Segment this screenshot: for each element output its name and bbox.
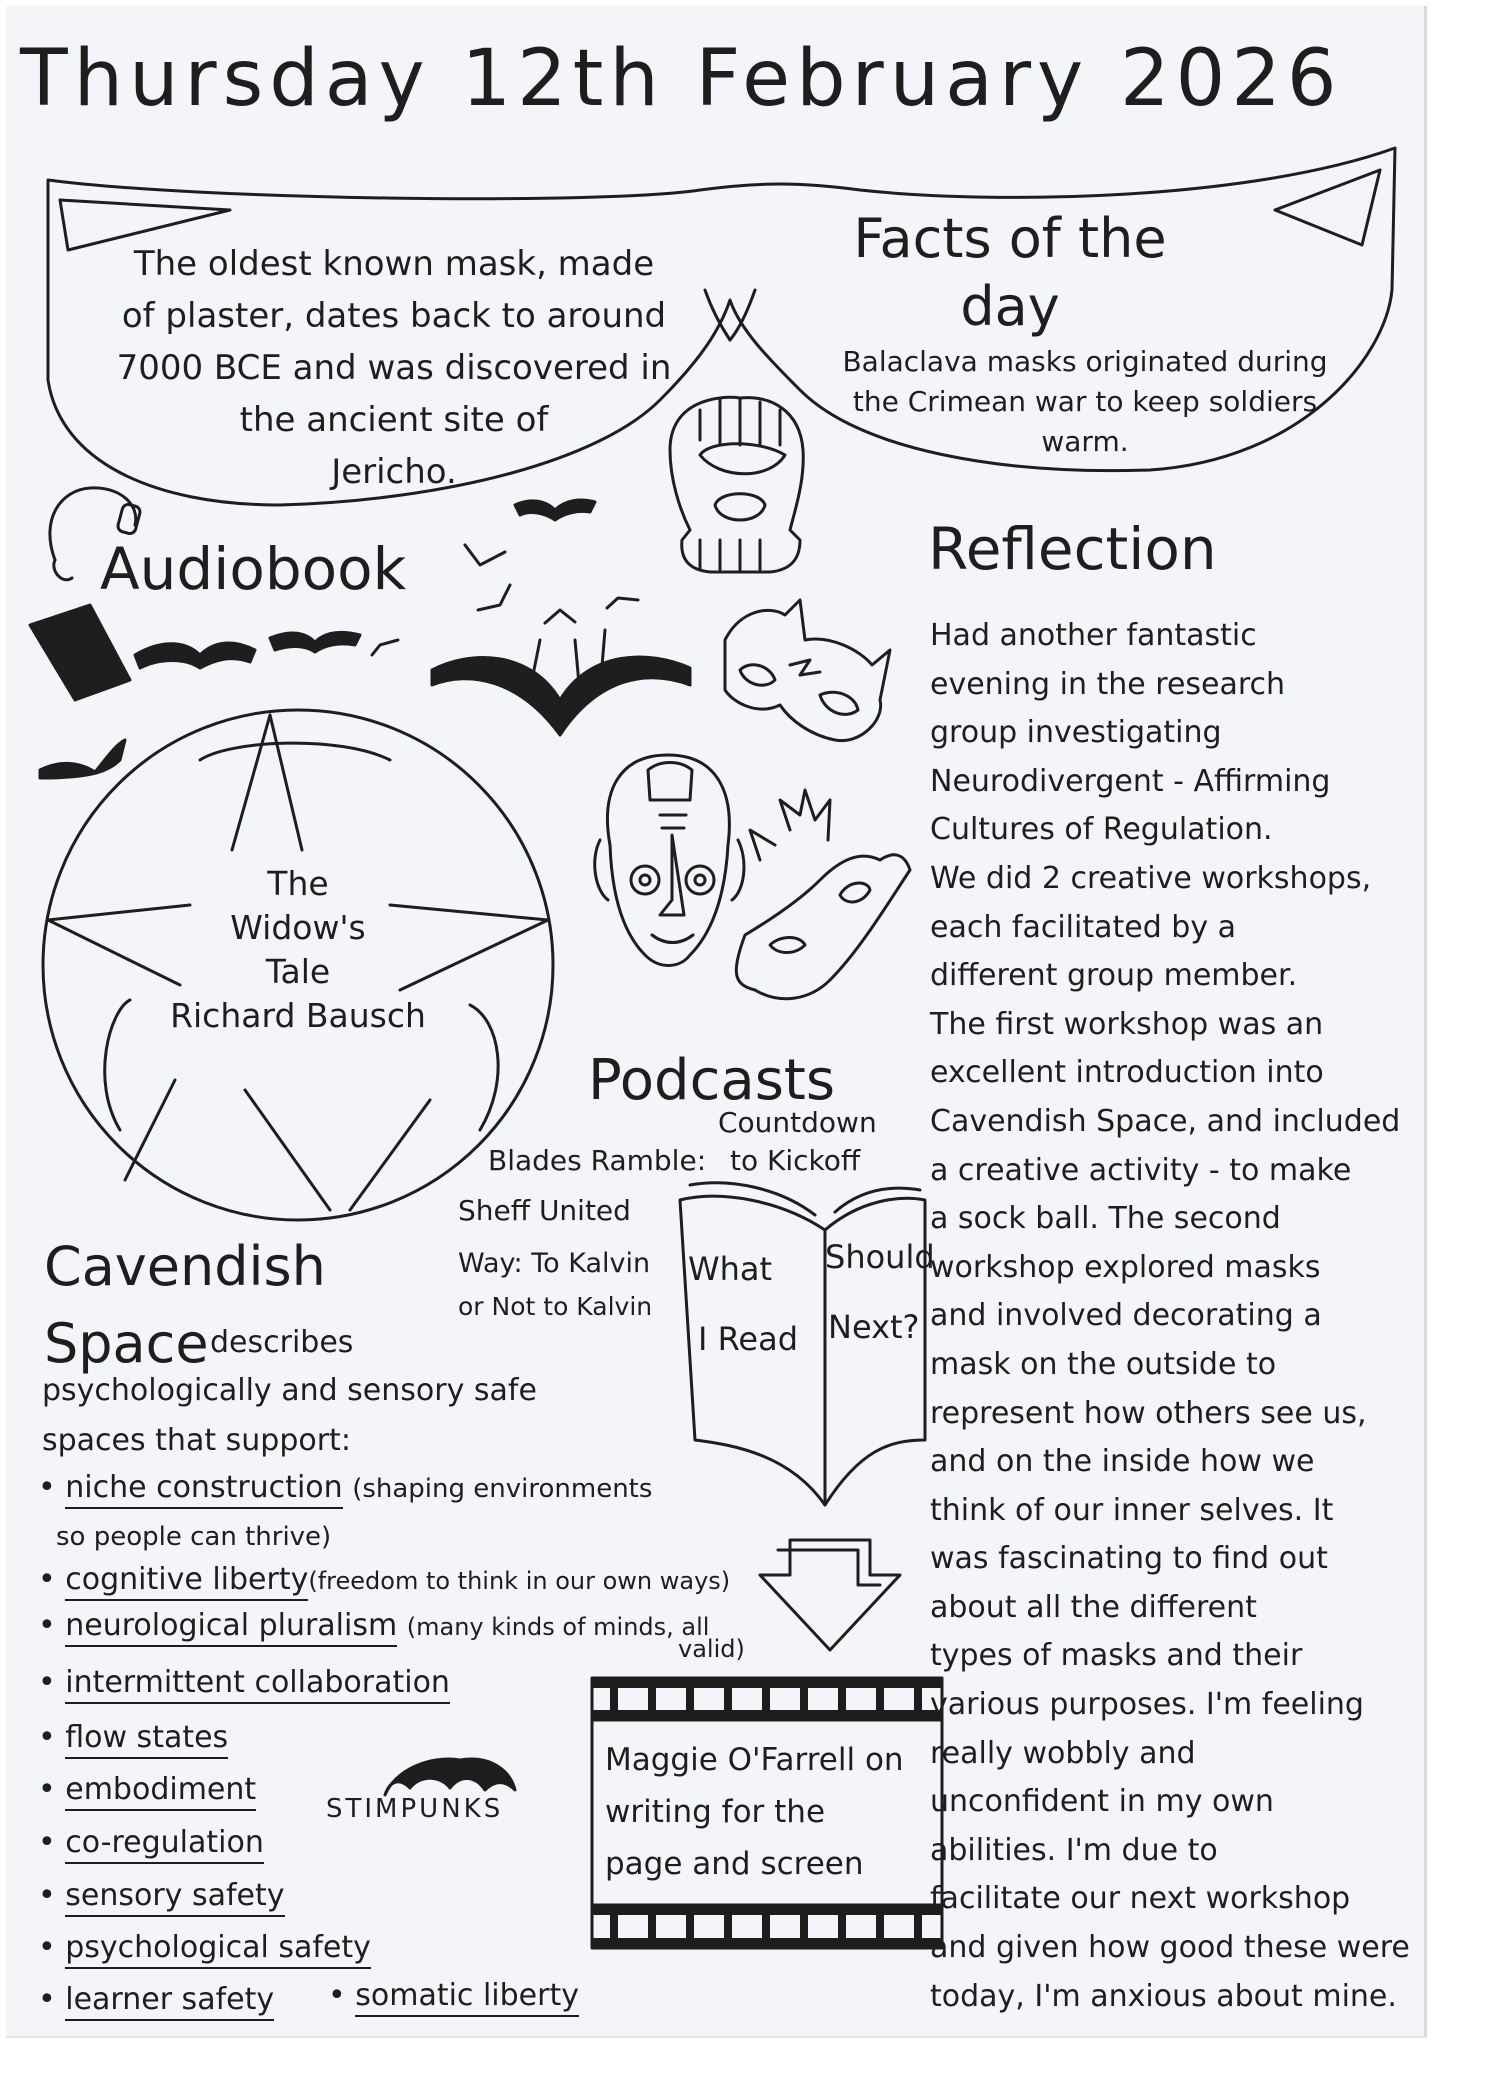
facts-heading [820,205,1200,341]
fact-1-line: of plaster, dates back to around [121,296,667,336]
reflection-line: and involved decorating a [930,1298,1322,1334]
book-left-text: I Read [698,1320,799,1358]
list-item-note [678,1630,745,1665]
reflection-line: a creative activity - to make [930,1152,1352,1188]
list-term: psychological safety [65,1930,371,1969]
fact-1-line: the ancient site of [239,400,549,440]
audiobook-title-line: Tale [265,952,331,991]
reflection-heading: Reflection [928,515,1217,583]
list-term: cognitive liberty [65,1562,308,1601]
podcast-2-title: Way: To Kalvin [458,1248,651,1279]
audiobook-author: Richard Bausch [170,996,426,1035]
list-term: embodiment [65,1772,256,1811]
reflection-line: was fascinating to find out [930,1541,1328,1577]
list-item-note [56,1518,331,1553]
reflection-line: evening in the research [930,666,1286,702]
reflection-line: excellent introduction into [930,1055,1324,1091]
list-note: valid) [678,1635,745,1663]
podcasts-heading: Podcasts [588,1048,835,1113]
reflection-line: Had another fantastic [930,618,1257,653]
fact-1-line: 7000 BCE and was discovered in [116,348,672,388]
audiobook-title [168,862,428,1038]
book-right-text: Next? [828,1308,920,1346]
list-note: (freedom to think in our own ways) [308,1567,731,1595]
fact-2-line: Balaclava masks originated during [842,345,1328,378]
fact-2-line: the Crimean war to keep soldiers [852,385,1318,418]
facts-heading-line: day [960,275,1060,338]
film-strip-caption [605,1734,935,1890]
list-note: (many kinds of minds, all [406,1613,710,1641]
reflection-line: different group member. [930,958,1298,994]
cavendish-intro: spaces that support: [42,1423,351,1458]
podcast-2-title: Sheff United [458,1194,631,1227]
reflection-line: mask on the outside to [930,1346,1277,1382]
reflection-line: really wobbly and [930,1735,1196,1771]
stimpunks-logo-text: STIMPUNKS [326,1794,504,1824]
masquerade-mask-icon [736,790,910,999]
reflection-line: and on the inside how we [930,1444,1315,1480]
list-item: • neurological pluralism (many kinds of minds, all [38,1608,709,1643]
reflection-line: workshop explored masks [930,1249,1321,1285]
reflection-line: each facilitated by a [930,909,1236,945]
film-caption-line: Maggie O'Farrell on [605,1742,904,1778]
facts-heading-line: Facts of the [853,207,1167,270]
book-left-text: What [688,1250,773,1288]
fact-2 [800,342,1370,462]
list-item: • somatic liberty [328,1978,579,2013]
reflection-line: group investigating [930,715,1222,751]
cavendish-intro: psychologically and sensory safe [42,1373,537,1408]
list-term: sensory safety [65,1878,284,1917]
open-book-icon [432,630,690,735]
reflection-line: about all the different [930,1589,1257,1625]
film-caption-line: page and screen [605,1846,864,1882]
reflection-line: think of our inner selves. It [930,1492,1334,1528]
reflection-line: today, I'm anxious about mine. [930,1978,1397,2014]
film-caption-line: writing for the [605,1794,826,1830]
list-term: intermittent collaboration [65,1665,450,1704]
cavendish-heading: Cavendish [44,1235,326,1298]
list-term: learner safety [65,1982,274,2021]
fact-1-line: The oldest known mask, made [133,244,655,284]
audiobook-title-line: Widow's [230,908,366,947]
list-item: • flow states [38,1720,228,1755]
reflection-line: various purposes. I'm feeling [930,1687,1364,1723]
list-term: co-regulation [65,1825,264,1864]
reflection-body [930,612,1450,2021]
small-books-icon [372,545,638,655]
audiobook-heading: Audiobook [100,535,407,603]
reflection-line: types of masks and their [930,1638,1303,1674]
list-term: flow states [65,1720,228,1759]
audiobook-title-line: The [267,864,329,903]
reflection-line: abilities. I'm due to [930,1832,1218,1868]
fact-2-line: warm. [1041,425,1129,458]
podcast-2-title: or Not to Kalvin [458,1292,653,1321]
reflection-line: Neurodivergent - Affirming [930,763,1331,799]
podcast-1-title: Blades Ramble: [488,1144,707,1177]
tribal-mask-icon [595,755,744,966]
list-term: neurological pluralism [65,1608,397,1647]
wrestling-mask-icon [725,600,890,741]
fact-1-line: Jericho. [331,452,457,492]
list-item: • co-regulation [38,1825,264,1860]
reflection-line: Cavendish Space, and included [930,1103,1401,1139]
space-heading: Space [44,1312,209,1375]
reflection-line: unconfident in my own [930,1784,1274,1820]
list-item: • intermittent collaboration [38,1665,450,1700]
umbrella-logo-icon [385,1759,515,1795]
down-arrow-icon [760,1540,900,1650]
list-note: (shaping environments [352,1474,653,1504]
reflection-line: facilitate our next workshop [930,1881,1351,1917]
list-term: somatic liberty [355,1978,579,2017]
podcast-1-title: to Kickoff [730,1144,861,1177]
list-item: • embodiment [38,1772,256,1807]
reflection-line: Cultures of Regulation. [930,812,1273,848]
podcast-1-title: Countdown [718,1106,877,1139]
list-item: • psychological safety [38,1930,371,1965]
reflection-line: represent how others see us, [930,1395,1367,1431]
book-right-text: Should [825,1238,935,1276]
list-item: • niche construction (shaping environments [38,1470,652,1505]
reflection-line: We did 2 creative workshops, [930,860,1372,896]
fact-1 [64,238,724,498]
reflection-line: The first workshop was an [930,1006,1324,1042]
reflection-line: and given how good these were [930,1930,1410,1966]
list-term: niche construction [65,1470,342,1509]
list-item: • sensory safety [38,1878,285,1913]
cavendish-intro: describes [210,1325,354,1360]
list-item: • cognitive liberty(freedom to think in our own ways) [38,1562,730,1597]
list-item: • learner safety [38,1982,274,2017]
list-note: so people can thrive) [56,1522,332,1552]
reflection-line: a sock ball. The second [930,1201,1281,1237]
page-date-title: Thursday 12th February 2026 [20,34,1343,124]
